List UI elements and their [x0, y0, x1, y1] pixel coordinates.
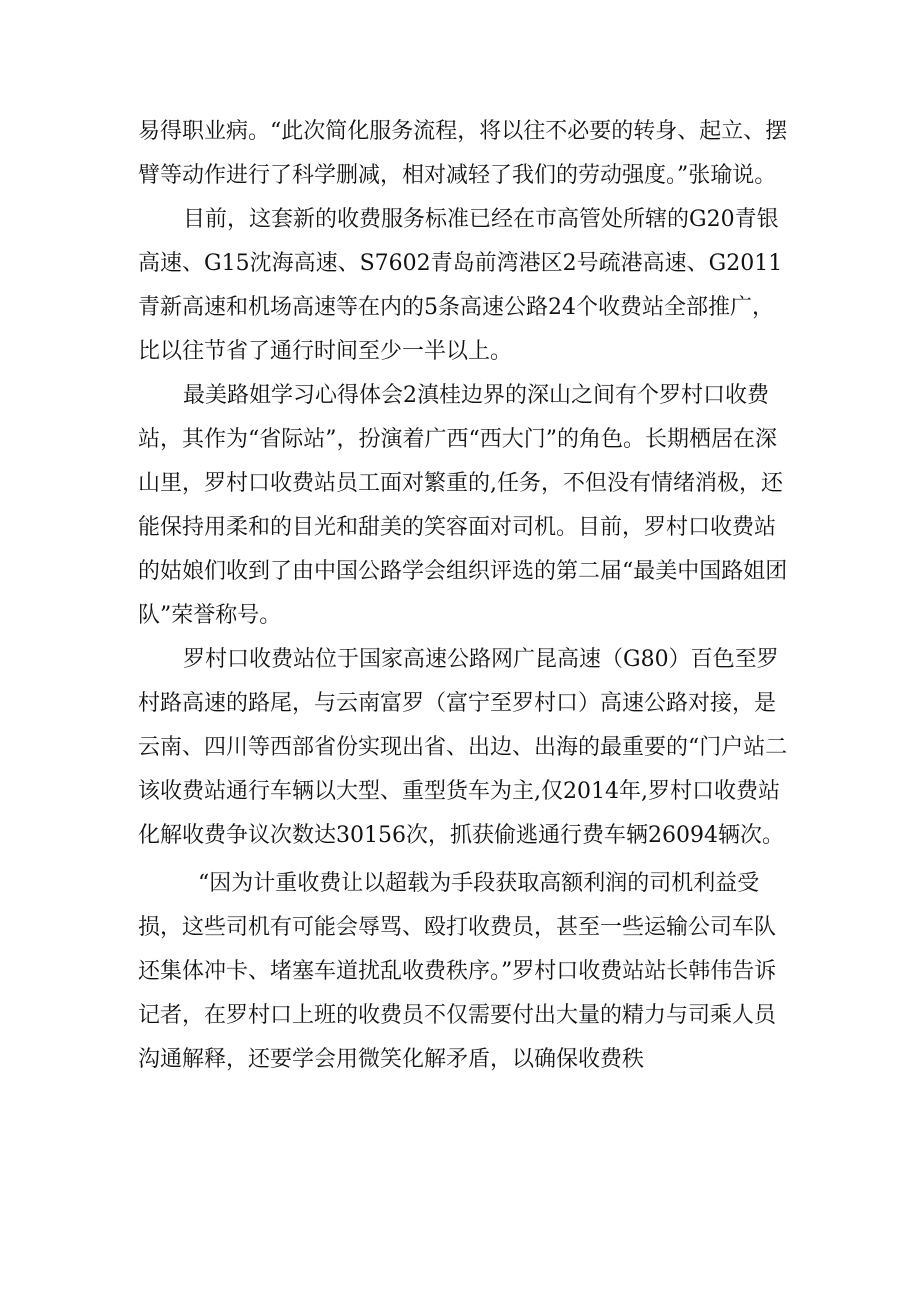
paragraph-2: 目前，这套新的收费服务标准已经在市高管处所辖的G20青银高速、G15沈海高速、S7602青岛前湾港区2号疏港高速、G2011青新高速和机场高速等在内的5条高速公路24个收费站全部推广，比以往节省了通行时间至少一半以上。 [138, 207, 783, 364]
paragraph-5: “因为计重收费让以超载为手段获取高额利润的司机利益受损，这些司机有可能会辱骂、殴打收费员，甚至一些运输公司车队还集体冲卡、堵塞车道扰乱收费秩序。”罗村口收费站站长韩伟告诉记者，在罗村口上班的收费员不仅需要付出大量的精力与司乘人员沟通解释，还要学会用微笑化解矛盾，以确保收费秩 [138, 871, 777, 1072]
document-body [138, 110, 788, 1082]
paragraph-3: 最美路姐学习心得体会2滇桂边界的深山之间有个罗村口收费站，其作为“省际站”，扮演着广西“西大门”的角色。长期栖居在深山里，罗村口收费站员工面对繁重的,任务，不但没有情绪消极，还能保持用柔和的目光和甜美的笑容面对司机。目前，罗村口收费站的姑娘们收到了由中国公路学会组织评选的第二届“最美中国路姐团队”荣誉称号。 [138, 383, 788, 628]
paragraph-1: 易得职业病。“此次简化服务流程，将以往不必要的转身、起立、摆臂等动作进行了科学删减，相对减轻了我们的劳动强度。”张瑜说。 [138, 119, 788, 188]
paragraph-4: 罗村口收费站位于国家高速公路网广昆高速（G80）百色至罗村路高速的路尾，与云南富罗（富宁至罗村口）高速公路对接，是云南、四川等西部省份实现出省、出边、出海的最重要的“门户站二该收费站通行车辆以大型、重型货车为主,仅2014年,罗村口收费站化解收费争议次数达30156次，抓获偷逃通行费车辆26094辆次。 [138, 647, 788, 848]
